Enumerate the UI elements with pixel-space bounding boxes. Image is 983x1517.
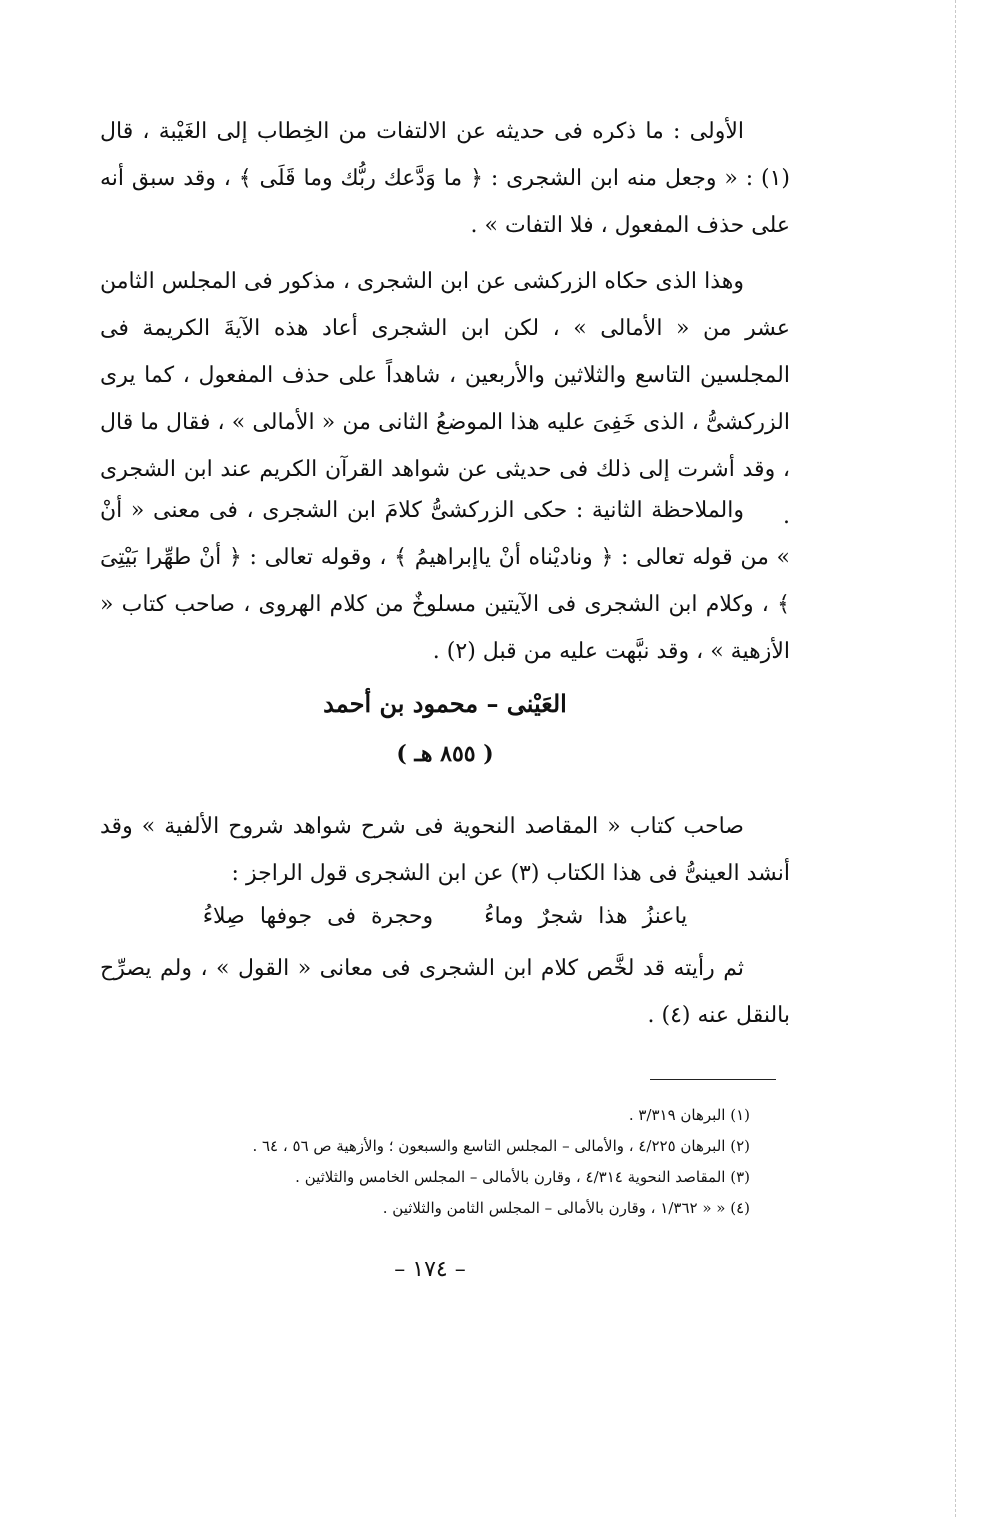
scan-edge-divider <box>955 0 956 1517</box>
footnote-2: (٢) البرهان ٤/٢٢٥ ، والأمالى – المجلس التاسع والسبعون ؛ والأزهية ص ٥٦ ، ٦٤ . <box>252 1137 750 1155</box>
section-heading-date: ( ٨٥٥ هـ ) <box>396 741 494 767</box>
paragraph-zarkashi-discussion: وهذا الذى حكاه الزركشى عن ابن الشجرى ، مذكور فى المجلس الثامن عشر من « الأمالى » ، لكن ابن الشجرى أعاد هذه الآيةَ الكريمة فى المجلسين التاسع والثلاثين والأربعين ، شاهداً على حذف المفعول ، كما يرى الزركشىُّ ، الذى خَفِىَ عليه هذا الموضعُ الثانى من « الأمالى » ، فقال ما قال ، وقد أشرت إلى ذلك فى حديثى عن شواهد القرآن الكريم عند ابن الشجرى . <box>100 269 790 529</box>
paragraph-ayni-summary: ثم رأيته قد لخَّص كلام ابن الشجرى فى معانى « القول » ، ولم يصرِّح بالنقل عنه (٤) . <box>100 956 790 1028</box>
section-heading-title: العَيْنى – محمود بن أحمد <box>323 689 567 718</box>
footnote-1: (١) البرهان ٣/٣١٩ . <box>628 1106 750 1124</box>
verse-second-hemistich: وحجرة فى جوفها صِلاءُ <box>202 904 434 929</box>
paragraph-first-note: الأولى : ما ذكره فى حديثه عن الالتفات من الخِطاب إلى الغَيْبة ، قال (١) : « وجعل منه ابن الشجرى : ﴿ ما وَدَّعك ربُّك وما قَلَى ﴾ ، وقد سبق أنه على حذف المفعول ، فلا التفات » . <box>100 119 790 238</box>
footnote-4: (٤) « « ١/٣٦٢ ، وقارن بالأمالى – المجلس الثامن والثلاثين . <box>382 1199 750 1217</box>
page-number: – ١٧٤ – <box>394 1257 466 1282</box>
paragraph-second-note: والملاحظة الثانية : حكى الزركشىُّ كلامَ ابن الشجرى ، فى معنى « أنْ » من قوله تعالى : ﴿ وناديْناه أنْ ياإبراهيمُ ﴾ ، وقوله تعالى : ﴿ أنْ طهِّرا بَيْتِىَ ﴾ ، وكلام ابن الشجرى فى الآيتين مسلوخٌ من كلام الهروى ، صاحب كتاب « الأزهية » ، وقد نبَّهت عليه من قبل (٢) . <box>100 498 790 664</box>
paragraph-ayni-intro: صاحب كتاب « المقاصد النحوية فى شرح شواهد شروح الألفية » وقد أنشد العينىُّ فى هذا الكتاب (٣) عن ابن الشجرى قول الراجز : <box>100 814 790 886</box>
verse-first-hemistich: ياعنزُ هذا شجرٌ وماءُ <box>484 904 688 929</box>
footnotes-block <box>100 1100 750 1224</box>
footnote-separator <box>650 1079 776 1080</box>
poetry-verse <box>100 895 790 939</box>
footnote-3: (٣) المقاصد النحوية ٤/٣١٤ ، وقارن بالأمالى – المجلس الخامس والثلاثين . <box>295 1168 750 1186</box>
